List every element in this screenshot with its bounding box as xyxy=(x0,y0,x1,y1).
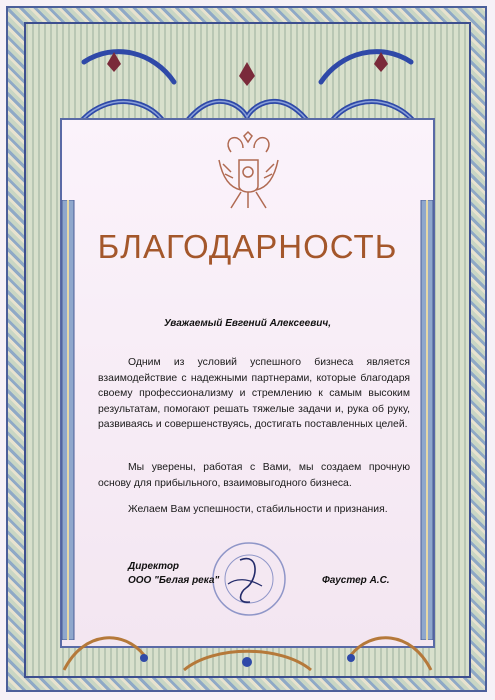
body-paragraph-1: Одним из условий успешного бизнеса является взаимодействие с надежными партнерами, которые благодаря своему профессионализму и стремлению к самым высоким результатам, помогают решать тяжелые задачи и, рука об руку, развиваясь и совершенствуясь, достигать поставленных целей. xyxy=(98,357,410,430)
double-headed-eagle-icon xyxy=(211,130,286,220)
round-seal-stamp-icon xyxy=(210,540,288,618)
left-pillar-ornament xyxy=(60,200,76,640)
body-paragraph-2: Мы уверены, работая с Вами, мы создаем прочную основу для прибыльного, взаимовыгодного бизнеса. xyxy=(98,462,410,489)
signature-title: Директор xyxy=(128,561,180,572)
salutation-line: Уважаемый Евгений Алексеевич, xyxy=(164,318,331,329)
signature-company: ООО "Белая река" xyxy=(128,575,220,586)
signature-name: Фаустер А.С. xyxy=(322,575,390,586)
certificate-title: БЛАГОДАРНОСТЬ xyxy=(97,228,398,265)
right-pillar-ornament xyxy=(419,200,435,640)
body-paragraph-3: Желаем Вам успешности, стабильности и признания. xyxy=(128,504,388,515)
